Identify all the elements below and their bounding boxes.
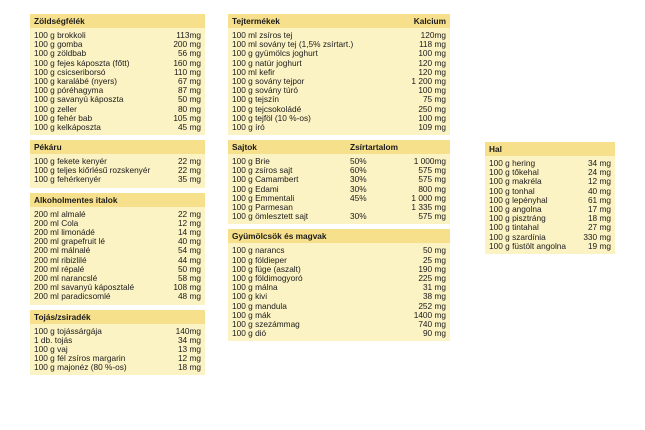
item-name: 100 g gomba [34, 40, 83, 50]
list-item [30, 363, 205, 372]
item-name: 100 g író [232, 122, 265, 132]
section-gyumolcsok-es-magvak [228, 229, 450, 341]
section-header [228, 140, 450, 154]
list-item [228, 166, 450, 175]
section-title: Tojás/zsiradék [34, 311, 91, 322]
item-name: 100 g zöldbab [34, 49, 87, 59]
item-name: 200 ml grapefruit lé [34, 237, 106, 247]
item-value: 22 mg [177, 208, 201, 219]
item-value: 80 mg [177, 103, 201, 114]
item-fat: 30% [350, 174, 367, 185]
item-name: 100 ml sovány tej (1,5% zsírtart.) [232, 40, 354, 50]
list-item [228, 77, 450, 86]
item-value: 54 mg [177, 245, 201, 256]
item-name: 200 ml narancslé [34, 273, 98, 283]
item-name: 100 g zsíros sajt [232, 166, 293, 176]
item-value: 1400 mg [413, 309, 446, 320]
item-value: 35 mg [177, 174, 201, 185]
item-name: 100 g fehérkenyér [34, 175, 101, 185]
section-title: Alkoholmentes italok [34, 194, 118, 205]
section-sajtok [228, 140, 450, 224]
item-name: 100 g Emmentali [232, 193, 295, 203]
section-header [30, 193, 205, 207]
item-value: 250 mg [418, 103, 446, 114]
item-value: 1 000 mg [411, 192, 446, 203]
item-name: 100 g majonéz (80 %-os) [34, 363, 127, 373]
item-value: 45 mg [177, 121, 201, 132]
item-value: 87 mg [177, 85, 201, 96]
item-name: 100 g Brie [232, 157, 270, 167]
item-name: 200 ml ribizlilé [34, 255, 87, 265]
list-item [228, 31, 450, 40]
section-zoldsegfelek [30, 14, 205, 135]
list-item [485, 242, 615, 251]
item-name: 100 g sovány tejpor [232, 76, 305, 86]
item-name: 100 g ömlesztett sajt [232, 212, 309, 222]
item-value: 38 mg [422, 291, 446, 302]
list-item [228, 265, 450, 274]
item-value: 225 mg [418, 272, 446, 283]
list-item [228, 320, 450, 329]
item-value: 800 mg [418, 183, 446, 194]
item-name: 100 g teljes kiőrlésű rozskenyér [34, 166, 151, 176]
item-name: 100 g földieper [232, 255, 287, 265]
item-value: 48 mg [177, 291, 201, 302]
list-item [228, 203, 450, 212]
item-name: 100 g fejes káposzta (főtt) [34, 58, 130, 68]
section-title: Gyümölcsök és magvak [232, 231, 327, 242]
item-name: 100 g sovány túró [232, 86, 298, 96]
item-value: 12 mg [587, 176, 611, 187]
list-item [30, 292, 205, 301]
item-value: 14 mg [177, 227, 201, 237]
item-value: 1 000mg [413, 156, 446, 167]
row-list [228, 246, 450, 338]
item-value: 18 mg [587, 213, 611, 224]
item-value: 330 mg [583, 231, 611, 242]
item-value: 110 mg [173, 66, 201, 77]
list-item [30, 123, 205, 132]
item-name: 100 g málna [232, 283, 278, 293]
list-item [228, 212, 450, 221]
item-name: 100 g póréhagyma [34, 86, 104, 96]
item-value: 100 mg [418, 112, 446, 123]
column-1 [30, 14, 205, 380]
item-name: 200 ml limonádé [34, 228, 95, 237]
item-value: 120 mg [418, 66, 446, 77]
item-name: 100 g kivi [232, 292, 268, 302]
section-header [228, 229, 450, 243]
item-name: 100 g tőkehal [489, 168, 539, 178]
column-2 [228, 14, 450, 346]
item-fat: 60% [350, 165, 367, 176]
section-title: Pékáru [34, 142, 62, 153]
item-value: 75 mg [422, 94, 446, 105]
item-value: 24 mg [587, 167, 611, 178]
item-name: 100 g angolna [489, 204, 542, 214]
list-item [228, 246, 450, 255]
item-value: 105 mg [173, 112, 201, 123]
list-item [228, 40, 450, 49]
item-value: 13 mg [177, 343, 201, 354]
item-value: 1 335 mg [411, 202, 446, 212]
list-item [228, 329, 450, 338]
item-name: 100 g tonhal [489, 186, 535, 196]
item-value: 17 mg [587, 203, 611, 214]
item-name: 100 g szezámmag [232, 319, 300, 329]
list-item [228, 283, 450, 292]
section-alkoholmentes-italok [30, 193, 205, 305]
item-value: 252 mg [418, 300, 446, 311]
list-item [228, 157, 450, 166]
section-pekaru [30, 140, 205, 188]
item-name: 100 g vaj [34, 344, 68, 354]
item-name: 200 ml savanyú káposztalé [34, 283, 135, 293]
item-value: 67 mg [177, 75, 201, 86]
list-item [228, 95, 450, 104]
item-name: 100 g Parmesan [232, 203, 293, 212]
item-value: 34 mg [177, 334, 201, 345]
section-tejtermekek [228, 14, 450, 135]
section-tojas-zsiradek [30, 310, 205, 376]
item-name: 100 g Camambert [232, 175, 299, 185]
list-item [228, 59, 450, 68]
item-name: 100 g brokkoli [34, 31, 86, 40]
item-name: 100 g mandula [232, 301, 287, 311]
item-name: 100 g szardínia [489, 232, 546, 242]
section-header [228, 14, 450, 28]
section-header [485, 142, 615, 156]
item-value: 34 mg [587, 158, 611, 168]
item-value: 120mg [420, 30, 446, 40]
list-item [228, 105, 450, 114]
item-name: 200 ml almalé [34, 209, 86, 219]
item-name: 200 ml málnalé [34, 246, 91, 256]
item-name: 100 g fekete kenyér [34, 157, 107, 167]
item-name: 100 g tejcsokoládé [232, 104, 302, 114]
list-item [228, 114, 450, 123]
item-name: 100 g zeller [34, 104, 77, 114]
item-value: 44 mg [177, 254, 201, 265]
list-item [228, 86, 450, 95]
item-value: 575 mg [418, 211, 446, 222]
item-name: 100 g hering [489, 159, 536, 168]
item-name: 100 g csicseriborsó [34, 67, 106, 77]
item-name: 100 g füge (aszalt) [232, 264, 301, 274]
item-name: 100 g gyümölcs joghurt [232, 49, 318, 59]
item-value: 19 mg [587, 240, 611, 251]
item-value: 50 mg [177, 94, 201, 105]
item-name: 100 g földimogyoró [232, 273, 303, 283]
item-value: 1 200 mg [411, 75, 446, 86]
item-value: 25 mg [422, 254, 446, 265]
item-value: 27 mg [587, 222, 611, 233]
section-title: Hal [489, 144, 502, 154]
list-item [228, 256, 450, 265]
item-name: 100 ml kefir [232, 67, 275, 77]
item-value: 58 mg [177, 272, 201, 283]
item-fat: 45% [350, 192, 367, 203]
item-value: 140mg [175, 325, 201, 336]
item-name: 100 g pisztráng [489, 214, 546, 224]
item-name: 200 ml Cola [34, 218, 79, 228]
list-item [228, 49, 450, 58]
item-name: 100 g dió [232, 329, 267, 339]
item-value: 90 mg [422, 328, 446, 339]
item-name: 100 g tintahal [489, 223, 539, 233]
item-name: 100 g makréla [489, 177, 542, 187]
item-value: 200 mg [173, 39, 201, 50]
item-fat: 30% [350, 183, 367, 194]
section-title: Sajtok [232, 142, 257, 153]
column-3 [485, 142, 615, 259]
item-name: 100 g savanyú káposzta [34, 95, 124, 105]
item-value: 18 mg [177, 362, 201, 373]
item-value: 50 mg [177, 263, 201, 274]
item-value: 12 mg [177, 353, 201, 364]
item-value: 50 mg [422, 245, 446, 256]
item-name: 100 g karalábé (nyers) [34, 76, 118, 86]
section-header [30, 310, 205, 324]
item-name: 100 g tejföl (10 %-os) [232, 113, 311, 123]
item-name: 1 db. tojás [34, 335, 73, 345]
item-name: 100 g natúr joghurt [232, 58, 302, 68]
item-value: 61 mg [587, 194, 611, 205]
item-name: 100 g mák [232, 310, 271, 320]
row-list [485, 159, 615, 251]
item-value: 40 mg [177, 236, 201, 247]
item-name: 100 g fehér bab [34, 113, 93, 123]
list-item [30, 175, 205, 184]
list-item [228, 175, 450, 184]
item-value: 40 mg [587, 185, 611, 196]
item-value: 740 mg [418, 318, 446, 329]
item-value: 575 mg [418, 165, 446, 176]
item-value: 100 mg [418, 85, 446, 96]
item-value: 109 mg [418, 121, 446, 132]
row-list [30, 210, 205, 302]
row-list [30, 327, 205, 373]
fat-content-header: Zsírtartalom [350, 142, 398, 153]
item-name: 100 ml zsíros tej [232, 31, 293, 40]
item-value: 31 mg [422, 282, 446, 293]
item-name: 100 g füstölt angolna [489, 241, 567, 251]
item-value: 22 mg [177, 165, 201, 176]
section-title: Zöldségfélék [34, 16, 85, 26]
item-value: 120 mg [418, 57, 446, 68]
row-list [228, 31, 450, 132]
item-value: 160 mg [173, 57, 201, 68]
item-name: 200 ml répalé [34, 264, 85, 274]
row-list [30, 31, 205, 132]
list-item [228, 123, 450, 132]
item-name: 200 ml paradicsomlé [34, 292, 111, 302]
section-title: Tejtermékek [232, 16, 280, 26]
item-name: 100 g kelkáposzta [34, 122, 101, 132]
item-value: 113mg [176, 30, 201, 40]
item-name: 100 g tejszín [232, 95, 280, 105]
list-item [228, 274, 450, 283]
item-name: 100 g tojássárgája [34, 326, 102, 336]
item-value: 12 mg [177, 217, 201, 228]
section-header [30, 14, 205, 28]
list-item [228, 292, 450, 301]
item-name: 100 g fél zsíros margarin [34, 354, 126, 364]
item-value: 118 mg [418, 39, 446, 50]
item-name: 100 g narancs [232, 246, 285, 256]
row-list [228, 157, 450, 221]
item-value: 100 mg [418, 48, 446, 59]
item-value: 575 mg [418, 174, 446, 185]
section-header [30, 140, 205, 154]
item-value: 190 mg [418, 263, 446, 274]
row-list [30, 157, 205, 185]
item-name: 100 g Edami [232, 184, 279, 194]
list-item [228, 311, 450, 320]
item-fat: 30% [350, 211, 367, 222]
item-name: 100 g lepényhal [489, 195, 548, 205]
section-hal [485, 142, 615, 254]
calcium-header: Kalcium [413, 16, 446, 26]
item-value: 22 mg [177, 156, 201, 167]
item-value: 108 mg [173, 282, 201, 293]
item-value: 56 mg [177, 48, 201, 59]
item-fat: 50% [350, 156, 367, 167]
